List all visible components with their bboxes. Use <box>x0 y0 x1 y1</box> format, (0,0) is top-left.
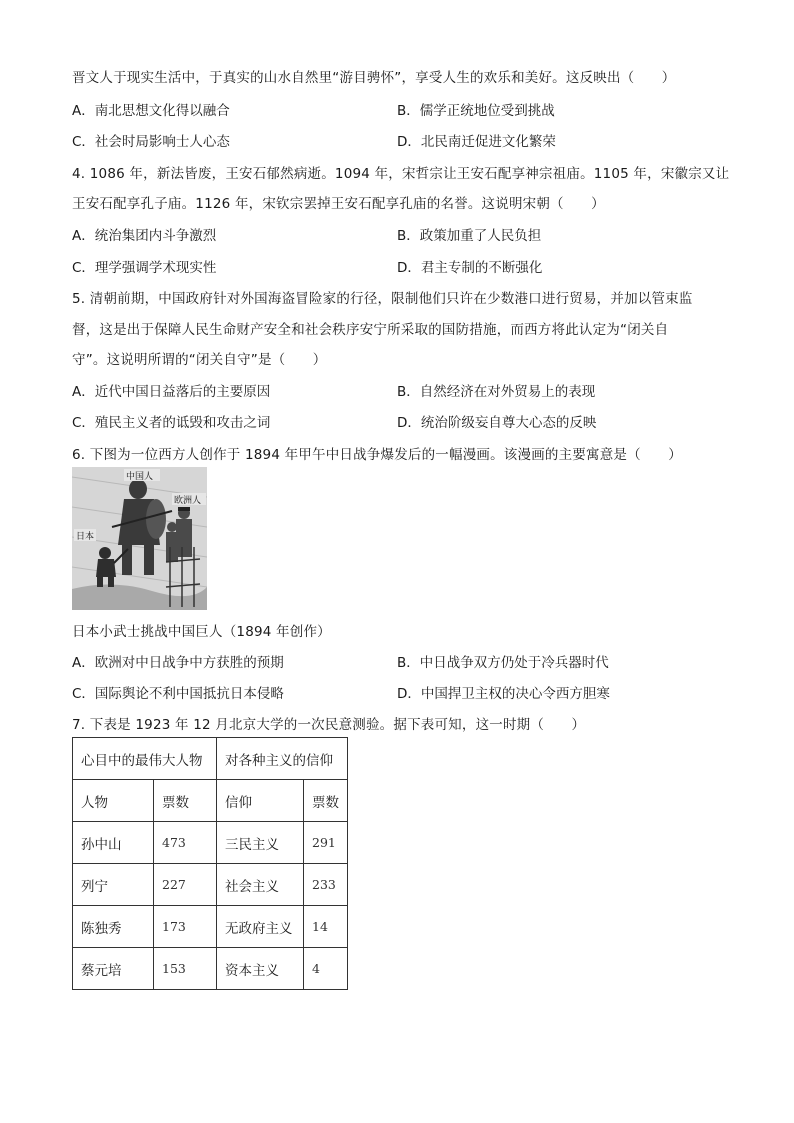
belief-votes: 291 <box>304 822 348 864</box>
person-votes: 227 <box>154 864 217 906</box>
q6-option-d: D．中国捍卫主权的决心令西方胆寒 <box>397 686 610 702</box>
q5-stem-line3: 守”。这说明所谓的“闭关自守”是（ ） <box>72 352 327 368</box>
column-header-votes: 票数 <box>154 780 217 822</box>
q7-stem: 7. 下表是 1923 年 12 月北京大学的一次民意测验。据下表可知，这一时期（ ） <box>72 717 586 733</box>
q5-option-c: C．殖民主义者的诋毁和攻击之词 <box>72 415 271 431</box>
q3-option-a: A．南北思想文化得以融合 <box>72 103 230 119</box>
q3-option-b: B．儒学正统地位受到挑战 <box>397 103 555 119</box>
person-name: 列宁 <box>73 864 154 906</box>
q5-stem-line2: 督，这是出于保障人民生命财产安全和社会秩序安宁所采取的国防措施，而西方将此认定为“闭关自 <box>72 322 669 338</box>
group-header-people: 心目中的最伟大人物 <box>73 738 217 780</box>
table-row <box>73 822 348 864</box>
cartoon-drawing <box>72 467 207 610</box>
belief-name: 资本主义 <box>217 948 304 990</box>
table-column-header-row <box>73 780 348 822</box>
belief-votes: 14 <box>304 906 348 948</box>
q3-option-d: D．北民南迁促进文化繁荣 <box>397 134 556 150</box>
q6-option-c: C．国际舆论不利中国抵抗日本侵略 <box>72 686 284 702</box>
column-header-belief: 信仰 <box>217 780 304 822</box>
belief-name: 无政府主义 <box>217 906 304 948</box>
table-row <box>73 906 348 948</box>
q4-stem-line2: 王安石配享孔子庙。1126 年，宋钦宗罢掉王安石配享孔庙的名誉。这说明宋朝（ ） <box>72 196 605 212</box>
cartoon-label-china: 中国人 <box>126 472 154 482</box>
q4-option-a: A．统治集团内斗争激烈 <box>72 228 217 244</box>
q6-option-b: B．中日战争双方仍处于冷兵器时代 <box>397 655 609 671</box>
cartoon-caption: 日本小武士挑战中国巨人（1894 年创作） <box>72 624 331 640</box>
person-votes: 473 <box>154 822 217 864</box>
belief-name: 三民主义 <box>217 822 304 864</box>
q6-option-a: A．欧洲对中日战争中方获胜的预期 <box>72 655 284 671</box>
person-votes: 173 <box>154 906 217 948</box>
person-name: 蔡元培 <box>73 948 154 990</box>
q5-option-b: B．自然经济在对外贸易上的表现 <box>397 384 596 400</box>
person-name: 陈独秀 <box>73 906 154 948</box>
group-header-beliefs: 对各种主义的信仰 <box>217 738 348 780</box>
column-header-votes: 票数 <box>304 780 348 822</box>
q5-stem-line1: 5. 清朝前期，中国政府针对外国海盗冒险家的行径，限制他们只许在少数港口进行贸易，并加以管束监 <box>72 291 693 307</box>
cartoon-image <box>72 467 207 610</box>
q5-option-d: D．统治阶级妄自尊大心态的反映 <box>397 415 597 431</box>
column-header-person: 人物 <box>73 780 154 822</box>
cartoon-label-europe: 欧洲人 <box>174 496 202 506</box>
survey-table <box>72 737 348 990</box>
q3-option-c: C．社会时局影响士人心态 <box>72 134 230 150</box>
cartoon-label-japan: 日本 <box>76 532 95 542</box>
table-row <box>73 948 348 990</box>
q5-option-a: A．近代中国日益落后的主要原因 <box>72 384 271 400</box>
belief-votes: 233 <box>304 864 348 906</box>
q4-option-c: C．理学强调学术现实性 <box>72 260 217 276</box>
q6-stem: 6. 下图为一位西方人创作于 1894 年甲午中日战争爆发后的一幅漫画。该漫画的主要寓意是（ ） <box>72 447 682 463</box>
belief-name: 社会主义 <box>217 864 304 906</box>
q4-option-b: B．政策加重了人民负担 <box>397 228 542 244</box>
belief-votes: 4 <box>304 948 348 990</box>
table-row <box>73 864 348 906</box>
q4-stem-line1: 4. 1086 年，新法皆废，王安石郁然病逝。1094 年，宋哲宗让王安石配享神宗祖庙。1105 年，宋徽宗又让 <box>72 166 730 182</box>
person-name: 孙中山 <box>73 822 154 864</box>
table-group-header-row <box>73 738 348 780</box>
q4-option-d: D．君主专制的不断强化 <box>397 260 543 276</box>
q3-stem: 晋文人于现实生活中，于真实的山水自然里“游目骋怀”，享受人生的欢乐和美好。这反映出（ ） <box>72 70 676 86</box>
person-votes: 153 <box>154 948 217 990</box>
